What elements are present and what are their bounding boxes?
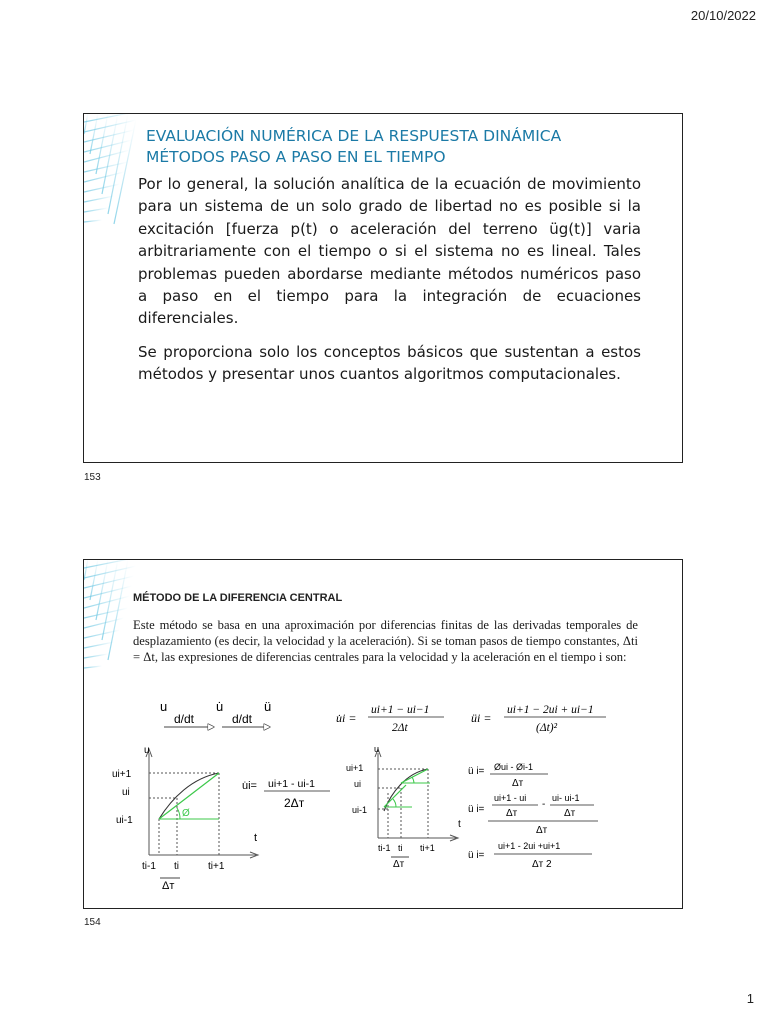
y-label: ui+1 xyxy=(346,763,364,773)
x-label: ti xyxy=(174,861,179,872)
t-axis-label: t xyxy=(458,819,461,830)
velocity-diagram xyxy=(84,743,354,893)
accel-eq-numerator: ui- ui-1 xyxy=(552,793,580,803)
page-number: 1 xyxy=(746,991,754,1006)
angle-arc xyxy=(393,799,396,807)
accel-numerator: ui+1 − 2ui + ui−1 xyxy=(507,704,594,716)
slide-154 xyxy=(83,559,683,909)
body-paragraph: Este método se basa en una aproximación por diferencias finitas de las derivadas temporales de desplazamiento (es decir, la velocidad y la aceleración). Si se toman pasos de tiempo constantes, Δti = Δt, las expresiones de diferencias centrales para la velocidad y la aceleración en el tiempo i son: xyxy=(133,618,638,665)
acceleration-diagram xyxy=(346,743,636,893)
accel-eq-numerator: ui+1 - ui xyxy=(494,793,527,803)
accel-eq-lhs: ü i= xyxy=(468,804,485,815)
page-date: 20/10/2022 xyxy=(690,8,756,23)
velocity-numerator: ui+1 − ui−1 xyxy=(371,704,430,716)
x-label: ti-1 xyxy=(378,843,391,853)
response-curve xyxy=(384,769,428,811)
y-label: ui-1 xyxy=(116,815,133,826)
u-axis-label: u xyxy=(374,744,380,754)
body-paragraph: Por lo general, la solución analítica de la ecuación de movimiento para un sistema de un solo grado de libertad no es posible si la excitación [fuerza p(t) o aceleración del terreno üg(t)] varia arbitrariamente con el tiempo o si el sistema no es lineal. Tales problemas pueden abordarse mediante métodos numéricos paso a paso en el tiempo para la integración de ecuaciones diferenciales. xyxy=(138,175,641,328)
chain-u: u xyxy=(160,699,168,714)
x-label: ti+1 xyxy=(420,843,435,853)
slide-number: 153 xyxy=(84,472,101,483)
angle-arc xyxy=(412,777,414,783)
y-label: ui-1 xyxy=(352,805,368,815)
delta-label: Δт xyxy=(162,880,175,892)
t-axis-label: t xyxy=(254,832,258,844)
velocity-denominator: 2Δt xyxy=(392,722,408,734)
slide-title: MÉTODO DE LA DIFERENCIA CENTRAL xyxy=(133,592,343,604)
secant-line xyxy=(401,769,428,783)
accel-eq-denominator: Δт xyxy=(506,808,518,819)
y-label: ui xyxy=(354,779,362,789)
slide-body xyxy=(138,173,641,397)
x-label: ti-1 xyxy=(142,861,156,872)
velocity-eq-numerator: ui+1 - ui-1 xyxy=(268,778,315,790)
slide-title-line: MÉTODOS PASO A PASO EN EL TIEMPO xyxy=(146,148,446,166)
delta-label: Δт xyxy=(393,859,405,870)
chain-op: d/dt xyxy=(232,712,253,726)
slide-153 xyxy=(83,113,683,463)
body-paragraph: Se proporciona solo los conceptos básicos que sustentan a estos métodos y presentar unos cuantos algoritmos computacionales. xyxy=(138,342,641,384)
minus-sign: - xyxy=(542,799,546,810)
angle-arc xyxy=(177,808,180,819)
slide-title-line: EVALUACIÓN NUMÉRICA DE LA RESPUESTA DINÁMICA xyxy=(146,127,562,145)
slide-number: 154 xyxy=(84,917,101,928)
y-label: ui+1 xyxy=(112,769,132,780)
accel-eq-denominator: Δт xyxy=(564,808,576,819)
accel-eq-denominator: Δт 2 xyxy=(532,859,552,870)
velocity-lhs: u̇i = xyxy=(336,711,357,725)
accel-eq-lhs: ü i= xyxy=(468,850,485,861)
slide-decoration xyxy=(84,114,144,463)
y-label: ui xyxy=(122,787,130,798)
accel-lhs: üi = xyxy=(471,711,492,725)
accel-eq-lhs: ü i= xyxy=(468,766,485,777)
velocity-eq-lhs: u̇i= xyxy=(242,780,257,792)
chain-op: d/dt xyxy=(174,712,195,726)
formula-area xyxy=(84,693,683,743)
angle-label: Ø xyxy=(182,808,190,819)
accel-eq-numerator: Øui - Øi-1 xyxy=(494,762,534,772)
accel-denominator: (Δt)² xyxy=(536,722,558,734)
velocity-eq-denominator: 2Δт xyxy=(284,796,305,810)
accel-eq-numerator: ui+1 - 2ui +ui+1 xyxy=(498,841,561,851)
accel-eq-denominator: Δт xyxy=(512,778,524,789)
chain-u-dot: u̇ xyxy=(216,699,224,714)
u-axis-label: u xyxy=(144,745,150,756)
chain-u-ddot: ü xyxy=(264,699,272,714)
slide-body xyxy=(133,617,638,666)
x-label: ti xyxy=(398,843,403,853)
x-label: ti+1 xyxy=(208,861,225,872)
accel-eq-denominator: Δт xyxy=(536,825,548,836)
slide-title xyxy=(146,126,666,168)
